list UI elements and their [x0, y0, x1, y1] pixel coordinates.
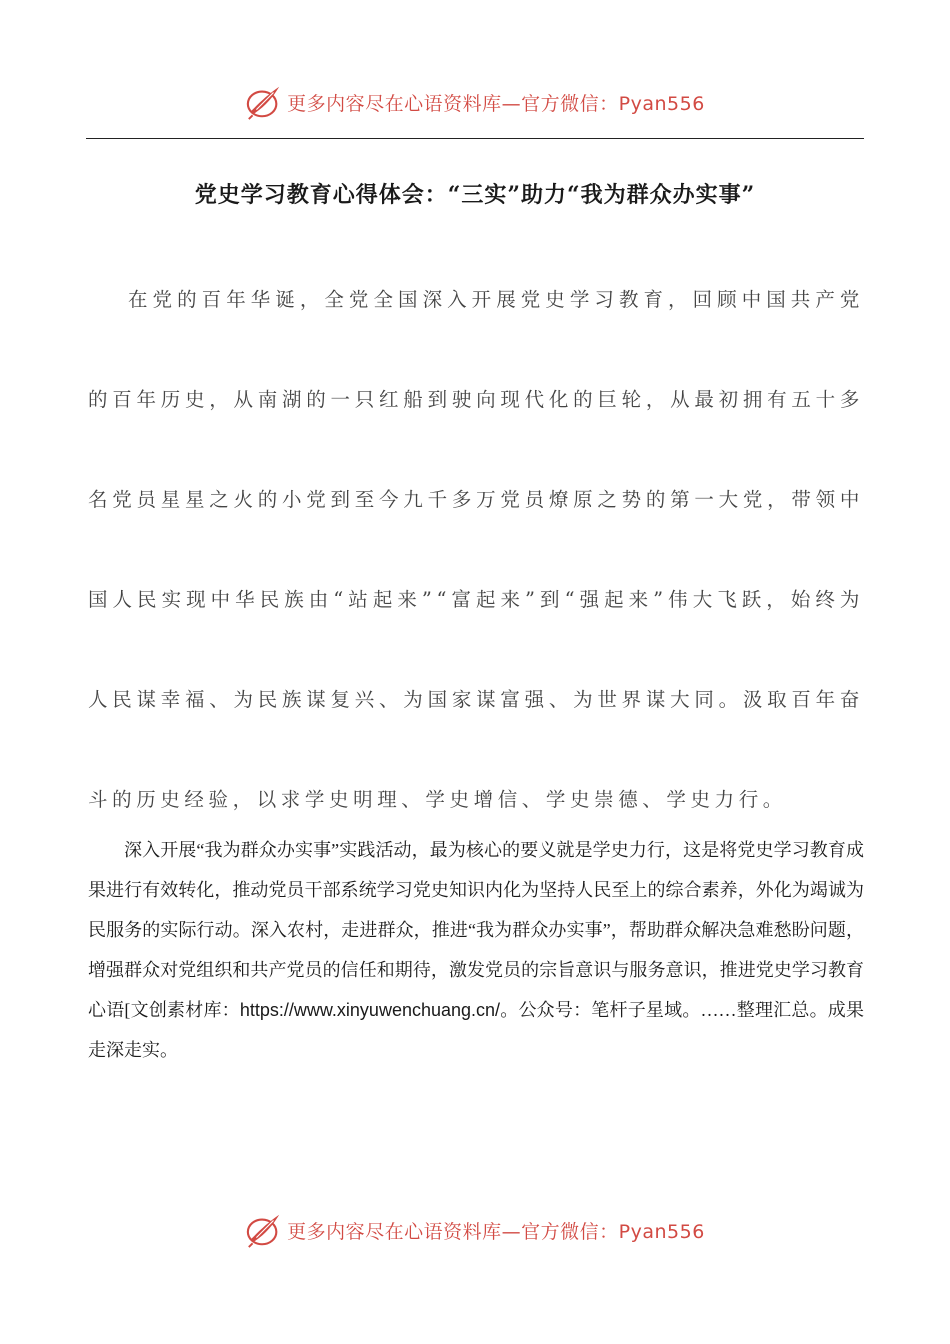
header-divider	[86, 138, 864, 139]
wechat-id: Pyan556	[618, 92, 705, 115]
header-banner-text: 更多内容尽在心语资料库—官方微信：Pyan556	[287, 92, 705, 115]
paragraph-2-url: https://www.xinyuwenchuang.cn/	[239, 1000, 501, 1020]
paragraph-1: 在党的百年华诞，全党全国深入开展党史学习教育，回顾中国共产党的百年历史，从南湖的一只红船到驶向现代化的巨轮，从最初拥有五十多名党员星星之火的小党到至今九千多万党员燎原之势的第一大党，带领中国人民实现中华民族由“站起来”“富起来”到“强起来”伟大飞跃，始终为人民谋幸福、为民族谋复兴、为国家谋富强、为世界谋大同。汲取百年奋斗的历史经验，以求学史明理、学史增信、学史崇德、学史力行。	[88, 288, 864, 811]
footer-banner-text: 更多内容尽在心语资料库—官方微信：Pyan556	[287, 1220, 705, 1243]
wechat-id: Pyan556	[618, 1220, 705, 1243]
header-banner	[0, 80, 950, 124]
paragraph-2-text-end: 。公众号：笔杆子星域。……整理汇总。成果走深走实。	[88, 1000, 865, 1060]
paragraph-2-text-start: 深入开展“我为群众办实事”实践活动，最为核心的要义就是学史力行，这是将党史学习教育成果进行有效转化，推动党员干部系统学习党史知识内化为坚持人民至上的综合素养，外化为竭诚为民服务的实际行动。深入农村，走进群众，推进“我为群众办实事”，帮助群众解决急难愁盼问题，增强群众对党组织和共产党员的信任和期待，激发党员的宗旨意识与服务意识，推进党史学习教育心语[文创素材库：	[88, 840, 864, 1020]
paragraph-2	[88, 830, 864, 1070]
footer-banner	[0, 1208, 950, 1252]
quill-pen-logo-icon	[245, 1211, 283, 1249]
document-title: 党史学习教育心得体会：“三实”助力“我为群众办实事”	[194, 182, 756, 208]
quill-pen-logo-icon	[245, 83, 283, 121]
